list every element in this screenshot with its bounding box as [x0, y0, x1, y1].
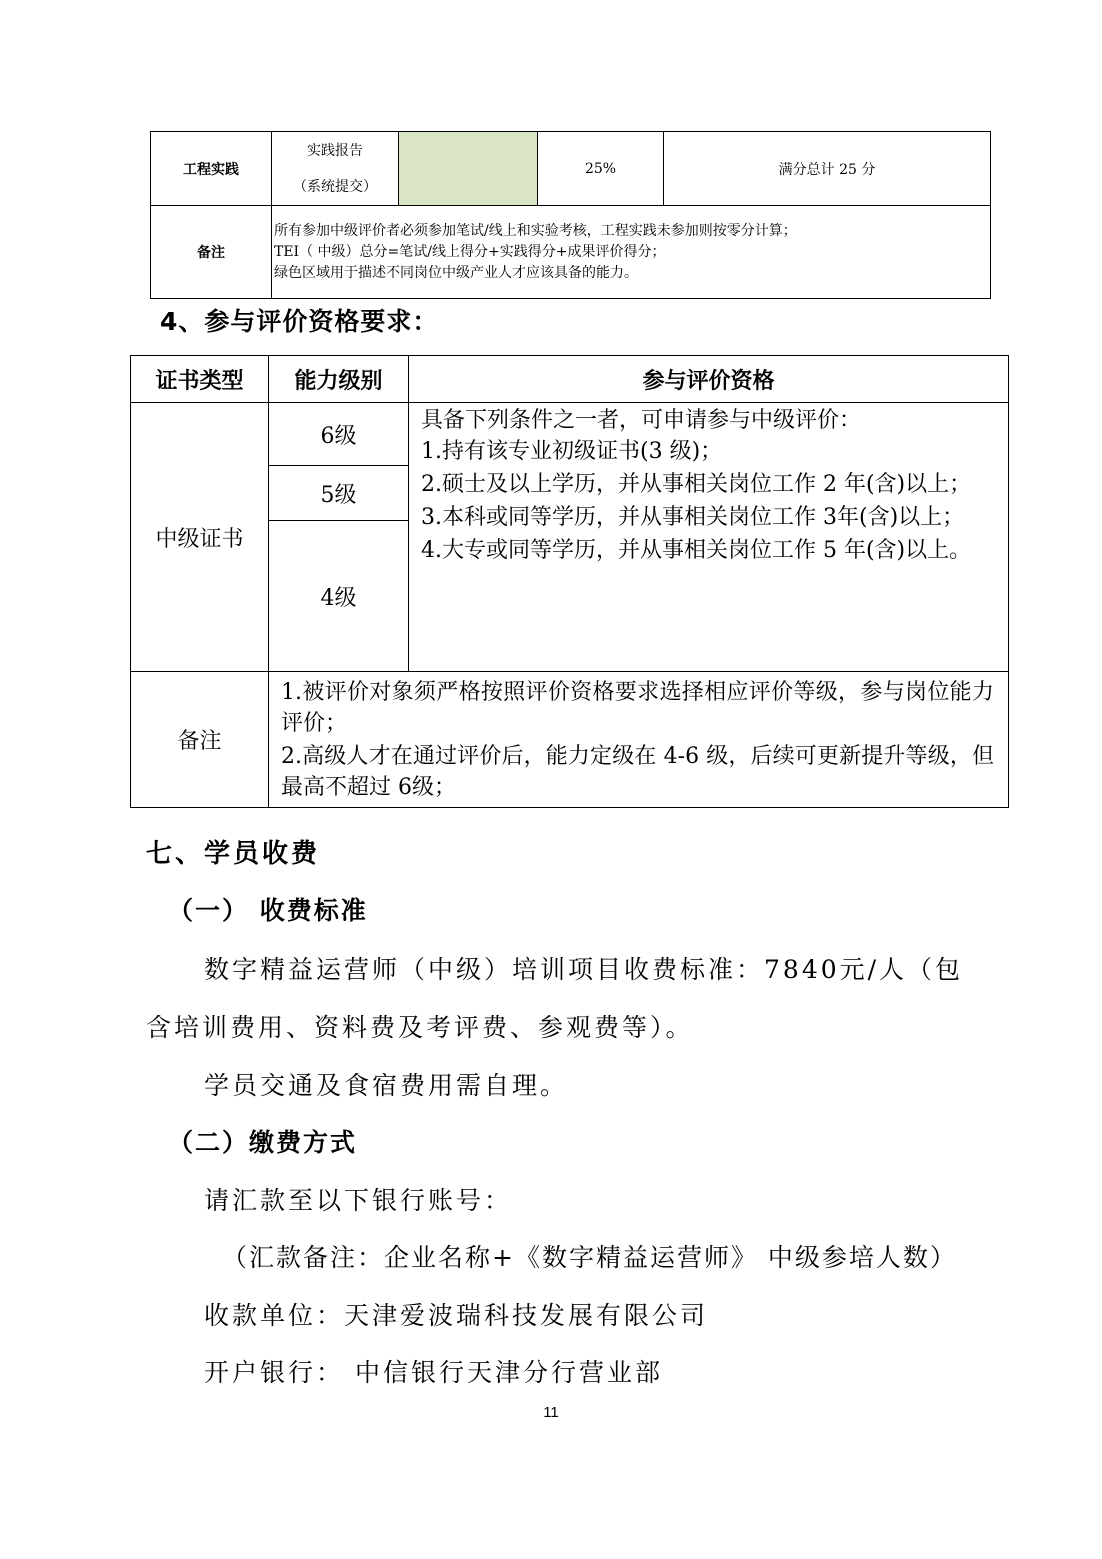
page-number: 11: [543, 1404, 559, 1421]
conditions-intro: 具备下列条件之一者，可申请参与中级评价：: [421, 408, 862, 433]
condition-item: 4.大专或同等学历，并从事相关岗位工作 5 年(含)以上。: [421, 538, 972, 563]
ability-green-cell: [399, 132, 538, 206]
level-cell: 5级: [269, 466, 409, 521]
remark-item: 2.高级人才在通过评价后，能力定级在 4-6 级，后续可更新提升等级，但最高不超过 6级；: [281, 743, 994, 800]
remark-row: [131, 672, 1009, 808]
conditions-cell: [409, 403, 1009, 672]
level-cell: 6级: [269, 403, 409, 466]
bank: 开户银行： 中信银行天津分行营业部: [204, 1358, 663, 1387]
eligibility-table: [130, 355, 1009, 808]
remarks-cell: [269, 672, 1009, 808]
payee: 收款单位：天津爱波瑞科技发展有限公司: [204, 1301, 709, 1330]
remark-line: 所有参加中级评价者必须参加笔试/线上和实验考核，工程实践未参加则按零分计算；: [274, 222, 797, 239]
category-cell: 工程实践: [151, 132, 272, 206]
header-eligibility: 参与评价资格: [409, 356, 1009, 403]
remark-label: 备注: [131, 672, 269, 808]
level-row: [131, 403, 1009, 466]
score-cell: 满分总计 25 分: [664, 132, 991, 206]
cert-type-cell: 中级证书: [131, 403, 269, 672]
section4-heading: 4、参与评价资格要求：: [160, 307, 439, 336]
remark-content: [272, 206, 991, 299]
weight-cell: 25%: [538, 132, 664, 206]
remark-line: 绿色区域用于描述不同岗位中级产业人才应该具备的能力。: [274, 264, 638, 281]
remit-intro: 请汇款至以下银行账号：: [204, 1186, 513, 1215]
payment-method-heading: （二）缴费方式: [168, 1128, 358, 1157]
condition-item: 1.持有该专业初级证书(3 级)；: [421, 439, 723, 464]
practice-row: [151, 132, 991, 206]
method-line-1: 实践报告: [307, 142, 363, 159]
fee-paragraph-line1: 数字精益运营师（中级）培训项目收费标准：7840元/人（包: [204, 955, 964, 984]
level-cell: 4级: [269, 521, 409, 672]
condition-item: 3.本科或同等学历，并从事相关岗位工作 3年(含)以上；: [421, 505, 965, 530]
section7-heading: 七、学员收费: [146, 839, 321, 869]
self-pay-note: 学员交通及食宿费用需自理。: [204, 1071, 569, 1100]
header-level: 能力级别: [269, 356, 409, 403]
remark-item: 1.被评价对象须严格按照评价资格要求选择相应评价等级，参与岗位能力评价；: [281, 679, 994, 736]
remit-note: （汇款备注：企业名称+《数字精益运营师》 中级参培人数）: [222, 1243, 957, 1272]
fee-paragraph-line2: 含培训费用、资料费及考评费、参观费等）。: [146, 1013, 694, 1042]
header-cert-type: 证书类型: [131, 356, 269, 403]
remark-row: [151, 206, 991, 299]
assessment-table: [150, 131, 991, 299]
method-cell: [272, 132, 399, 206]
method-line-2: （系统提交）: [293, 178, 377, 195]
header-row: [131, 356, 1009, 403]
remark-label: 备注: [151, 206, 272, 299]
fee-standard-heading: （一） 收费标准: [168, 896, 368, 925]
condition-item: 2.硕士及以上学历，并从事相关岗位工作 2 年(含)以上；: [421, 472, 972, 497]
remark-line: TEI（ 中级）总分=笔试/线上得分+实践得分+成果评价得分；: [274, 243, 666, 260]
